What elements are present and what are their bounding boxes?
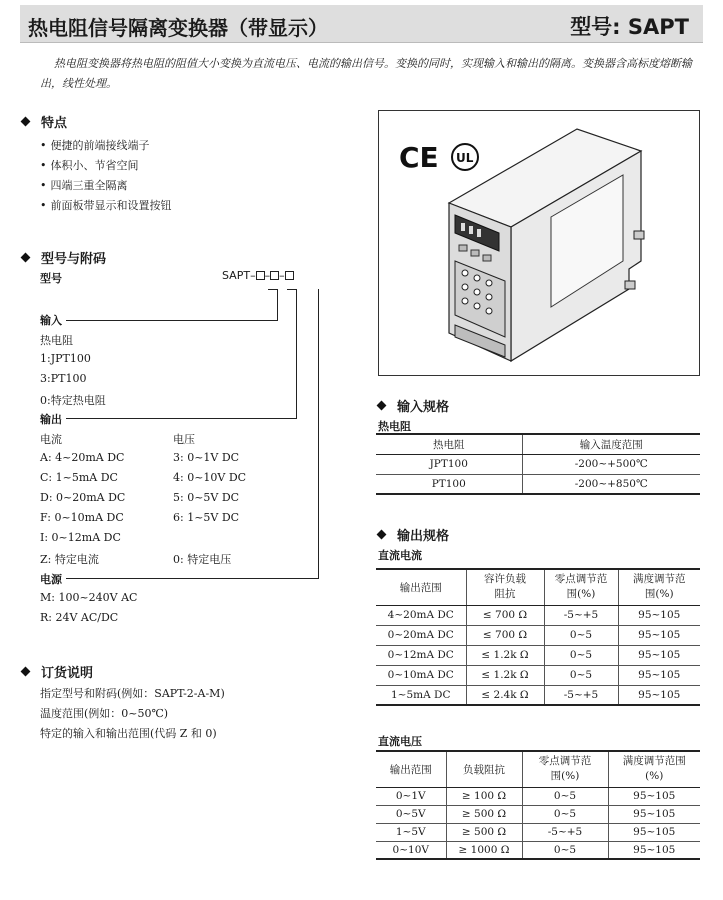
input-spec-subtitle: 热电阻 bbox=[378, 420, 411, 433]
connector-line bbox=[296, 289, 297, 419]
table-header: 零点调节范围(%) bbox=[522, 751, 608, 787]
page-header bbox=[20, 5, 703, 43]
table-header: 满度调节范围(%) bbox=[608, 751, 700, 787]
table-row bbox=[376, 823, 700, 841]
table-row bbox=[376, 605, 700, 625]
table-cell: 95~105 bbox=[618, 605, 700, 625]
table-header: 输入温度范围 bbox=[522, 434, 700, 454]
voltage-spec-table bbox=[376, 750, 700, 860]
table-row bbox=[376, 474, 700, 494]
table-cell: PT100 bbox=[376, 474, 522, 494]
voltage-option: 4: 0~10V DC bbox=[173, 471, 247, 484]
intro-paragraph: 热电阻变换器将热电阻的阻值大小变换为直流电压、电流的输出信号。变换的同时，实现输入和输出的隔离。变换器含高标度熔断输出，线性处理。 bbox=[40, 57, 692, 90]
voltage-option: 3: 0~1V DC bbox=[173, 451, 240, 464]
current-spec-table bbox=[376, 568, 700, 706]
table-cell: 0~10V bbox=[376, 841, 446, 859]
connector-line bbox=[66, 578, 319, 579]
table-cell: 1~5V bbox=[376, 823, 446, 841]
table-header: 输出范围 bbox=[376, 751, 446, 787]
table-cell: -5~+5 bbox=[544, 685, 618, 705]
current-header: 电流 bbox=[40, 433, 62, 446]
table-header: 容许负载阻抗 bbox=[466, 569, 544, 605]
input-item: 0:特定热电阻 bbox=[40, 394, 106, 407]
input-item: 热电阻 bbox=[40, 334, 73, 347]
svg-text:UL: UL bbox=[456, 151, 474, 165]
table-cell: 0~5 bbox=[522, 805, 608, 823]
input-label: 输入 bbox=[40, 314, 62, 327]
table-header: 零点调节范围(%) bbox=[544, 569, 618, 605]
table-row bbox=[376, 665, 700, 685]
current-spec-subtitle: 直流电流 bbox=[378, 549, 422, 562]
features-list bbox=[40, 136, 172, 216]
table-cell: ≥ 100 Ω bbox=[446, 787, 522, 805]
voltage-option: 6: 1~5V DC bbox=[173, 511, 240, 524]
power-option: R: 24V AC/DC bbox=[40, 611, 119, 624]
output-label: 输出 bbox=[40, 413, 62, 426]
table-cell: 95~105 bbox=[608, 841, 700, 859]
diamond-bullet-icon bbox=[377, 401, 387, 411]
table-cell: 0~20mA DC bbox=[376, 625, 466, 645]
model-number: 型号: SAPT bbox=[570, 15, 689, 39]
diamond-bullet-icon bbox=[21, 667, 31, 677]
model-label: 型号 bbox=[40, 272, 62, 285]
table-cell: 0~5 bbox=[544, 625, 618, 645]
table-cell: 95~105 bbox=[608, 823, 700, 841]
list-item: • 四端三重全隔离 bbox=[40, 176, 172, 196]
input-item: 1:JPT100 bbox=[40, 352, 91, 365]
table-row bbox=[376, 685, 700, 705]
list-item: • 体积小、节省空间 bbox=[40, 156, 172, 176]
current-option: D: 0~20mA DC bbox=[40, 491, 126, 504]
diamond-bullet-icon bbox=[21, 253, 31, 263]
table-cell: -200~+850℃ bbox=[522, 474, 700, 494]
table-cell: ≥ 1000 Ω bbox=[446, 841, 522, 859]
table-row bbox=[376, 841, 700, 859]
order-item: 指定型号和附码(例如：SAPT-2-A-M) bbox=[40, 687, 225, 700]
table-cell: 0~1V bbox=[376, 787, 446, 805]
product-illustration bbox=[379, 111, 699, 375]
input-item: 3:PT100 bbox=[40, 372, 87, 385]
table-header: 热电阻 bbox=[376, 434, 522, 454]
table-row bbox=[376, 645, 700, 665]
table-cell: 4~20mA DC bbox=[376, 605, 466, 625]
table-row bbox=[376, 787, 700, 805]
table-row bbox=[376, 625, 700, 645]
table-header: 满度调节范围(%) bbox=[618, 569, 700, 605]
code-box-output bbox=[270, 271, 279, 280]
table-cell: ≤ 700 Ω bbox=[466, 625, 544, 645]
table-header: 输出范围 bbox=[376, 569, 466, 605]
table-cell: 0~5 bbox=[522, 841, 608, 859]
table-cell: 95~105 bbox=[608, 805, 700, 823]
ce-mark-icon: CE bbox=[399, 141, 439, 174]
current-option: Z: 特定电流 bbox=[40, 553, 99, 566]
table-cell: -5~+5 bbox=[544, 605, 618, 625]
code-box-input bbox=[256, 271, 265, 280]
table-cell: 0~5 bbox=[544, 645, 618, 665]
table-cell: 1~5mA DC bbox=[376, 685, 466, 705]
table-cell: 95~105 bbox=[618, 625, 700, 645]
table-cell: 0~10mA DC bbox=[376, 665, 466, 685]
voltage-option: 5: 0~5V DC bbox=[173, 491, 240, 504]
voltage-spec-subtitle: 直流电压 bbox=[378, 735, 422, 748]
current-option: A: 4~20mA DC bbox=[40, 451, 125, 464]
product-photo bbox=[378, 110, 700, 376]
order-heading: 订货说明 bbox=[22, 662, 93, 681]
features-heading: 特点 bbox=[22, 112, 67, 131]
table-cell: 0~5V bbox=[376, 805, 446, 823]
voltage-option: 0: 特定电压 bbox=[173, 553, 232, 566]
list-item: • 便捷的前端接线端子 bbox=[40, 136, 172, 156]
table-cell: JPT100 bbox=[376, 454, 522, 474]
table-cell: 0~5 bbox=[544, 665, 618, 685]
table-row bbox=[376, 805, 700, 823]
table-cell: 95~105 bbox=[618, 685, 700, 705]
order-item: 温度范围(例如：0~50℃) bbox=[40, 707, 169, 720]
model-code-heading: 型号与附码 bbox=[22, 248, 106, 267]
connector-line bbox=[277, 289, 278, 321]
table-cell: ≥ 500 Ω bbox=[446, 823, 522, 841]
table-cell: ≤ 1.2k Ω bbox=[466, 665, 544, 685]
table-cell: ≥ 500 Ω bbox=[446, 805, 522, 823]
power-option: M: 100~240V AC bbox=[40, 591, 138, 604]
current-option: I: 0~12mA DC bbox=[40, 531, 121, 544]
connector-line bbox=[318, 289, 319, 579]
order-item: 特定的输入和输出范围(代码 Z 和 0) bbox=[40, 727, 217, 740]
current-option: C: 1~5mA DC bbox=[40, 471, 118, 484]
table-cell: 95~105 bbox=[608, 787, 700, 805]
connector-line bbox=[66, 418, 297, 419]
code-prefix: SAPT bbox=[222, 269, 251, 282]
table-cell: 95~105 bbox=[618, 645, 700, 665]
connector-line bbox=[66, 320, 278, 321]
table-header: 负载阻抗 bbox=[446, 751, 522, 787]
table-cell: -5~+5 bbox=[522, 823, 608, 841]
list-item: • 前面板带显示和设置按钮 bbox=[40, 196, 172, 216]
diamond-bullet-icon bbox=[21, 117, 31, 127]
table-cell: -200~+500℃ bbox=[522, 454, 700, 474]
table-cell: 95~105 bbox=[618, 665, 700, 685]
diamond-bullet-icon bbox=[377, 530, 387, 540]
ul-mark-icon bbox=[452, 144, 478, 170]
table-cell: ≤ 700 Ω bbox=[466, 605, 544, 625]
current-option: F: 0~10mA DC bbox=[40, 511, 124, 524]
table-cell: 0~12mA DC bbox=[376, 645, 466, 665]
input-spec-heading: 输入规格 bbox=[378, 396, 449, 415]
table-cell: ≤ 1.2k Ω bbox=[466, 645, 544, 665]
output-spec-heading: 输出规格 bbox=[378, 525, 449, 544]
power-label: 电源 bbox=[40, 573, 62, 586]
table-cell: 0~5 bbox=[522, 787, 608, 805]
code-box-power bbox=[285, 271, 294, 280]
model-code-diagram: SAPT– – – bbox=[222, 269, 294, 282]
page-title: 热电阻信号隔离变换器（带显示） bbox=[28, 16, 328, 40]
voltage-header: 电压 bbox=[173, 433, 195, 446]
table-row bbox=[376, 454, 700, 474]
input-spec-table bbox=[376, 433, 700, 495]
table-cell: ≤ 2.4k Ω bbox=[466, 685, 544, 705]
